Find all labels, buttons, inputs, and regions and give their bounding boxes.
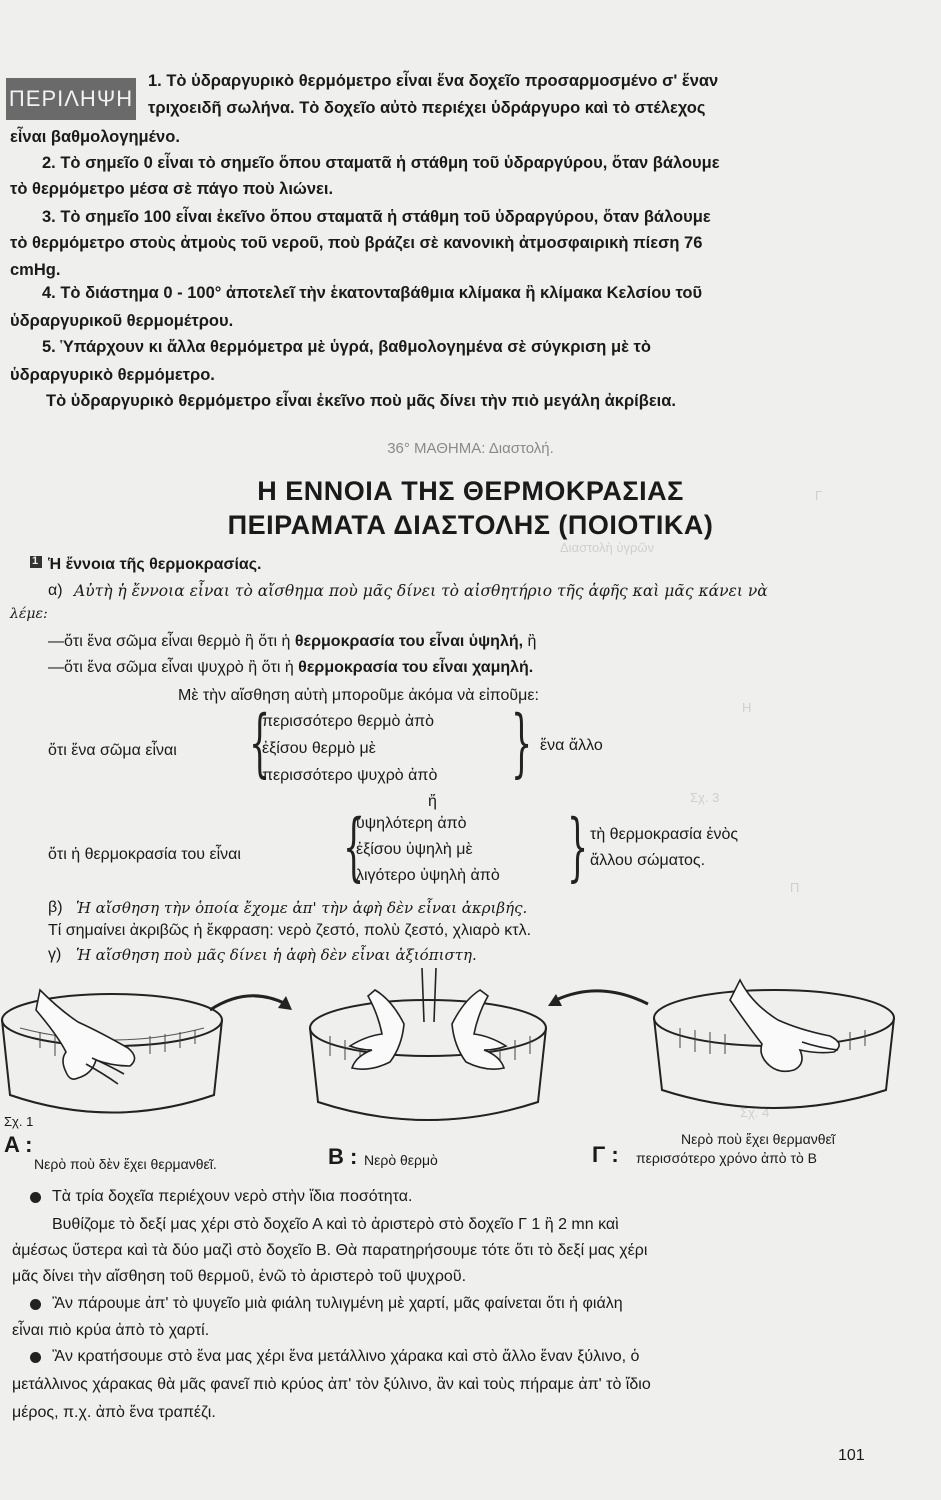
hand-a-icon: [36, 990, 135, 1084]
summary-line-11: 5. Ὑπάρχουν κι ἄλλα θερμόμετρα μὲ ὑγρά, βαθμολογημένα σὲ σύγκριση μὲ τὸ: [42, 338, 651, 356]
bullet-1-line-2: Βυθίζομε τὸ δεξί μας χέρι στὸ δοχεῖο Α καὶ τὸ ἀριστερὸ στὸ δοχεῖο Γ 1 ἢ 2 mn καὶ: [52, 1216, 619, 1233]
dash-line-1-tail: ἢ: [523, 633, 537, 650]
caption-c-text-2: περισσότερο χρόνο ἀπὸ τὸ Β: [636, 1150, 818, 1166]
summary-line-12: ὑδραργυρικὸ θερμόμετρο.: [10, 366, 215, 384]
group2-option-1: ὑψηλότερη ἀπὸ: [356, 815, 467, 832]
ghost-text-6: Γ: [815, 488, 823, 503]
item-b-label: β): [48, 899, 63, 916]
summary-line-5: τὸ θερμόμετρο μέσα σὲ πάγο ποὺ λιώνει.: [10, 180, 334, 198]
group1-left: ὅτι ἕνα σῶμα εἶναι: [48, 742, 177, 759]
section-number: 1: [32, 555, 39, 567]
page-title-2: ΠΕΙΡΑΜΑΤΑ ΔΙΑΣΤΟΛΗΣ (ΠΟΙΟΤΙΚΑ): [227, 510, 714, 540]
page-number: 101: [838, 1447, 865, 1464]
bullet-1-line-3: ἀμέσως ὕστερα καὶ τὰ δύο μαζὶ στὸ δοχεῖο Β. Θὰ παρατηρήσουμε τότε ὅτι τὸ δεξί μας χέρι: [12, 1242, 648, 1259]
bullet-2-line-1: Ἂν πάρουμε ἀπ' τὸ ψυγεῖο μιὰ φιάλη τυλιγμένη μὲ χαρτί, μᾶς φαίνεται ὅτι ἡ φιάλη: [52, 1295, 623, 1312]
hand-c-icon: [730, 980, 839, 1071]
figure-bowls: [0, 970, 941, 1140]
summary-line-1: 1. Τὸ ὑδραργυρικὸ θερμόμετρο εἶναι ἕνα δοχεῖο προσαρμοσμένο σ' ἕναν: [148, 72, 719, 90]
arrow-a-to-b-icon: [210, 996, 286, 1010]
item-a-label: α): [48, 582, 63, 599]
ghost-text-3: Σχ. 4: [740, 1105, 770, 1120]
bullet-3-line-3: μέρος, π.χ. ἀπὸ ἕνα τραπέζι.: [12, 1404, 216, 1421]
dash-line-1-bold: θερμοκρασία του εἶναι ὑψηλή,: [294, 633, 524, 650]
group1-right: ἕνα ἄλλο: [540, 737, 603, 754]
arrow-c-to-b-icon: [556, 991, 648, 1004]
lesson-label: 36° ΜΑΘΗΜΑ: Διαστολή.: [387, 440, 554, 457]
dash-line-2-plain: —ὅτι ἕνα σῶμα εἶναι ψυχρὸ ἢ ὅτι ἡ: [48, 659, 299, 676]
item-c-label: γ): [48, 946, 62, 963]
bullet-2-icon: [30, 1299, 41, 1310]
bullet-3-line-2: μετάλλινος χάρακας θὰ μᾶς φανεῖ πιὸ κρύος ἀπ' τὸν ξύλινο, ἂν καὶ τοὺς πήραμε ἀπ' τὸ ἴδιο: [12, 1376, 651, 1393]
ghost-text-2: Σχ. 3: [690, 790, 720, 805]
bullet-1-line-4: μᾶς δίνει τὴν αἴσθηση τοῦ θερμοῦ, ἐνῶ τὸ ἀριστερὸ τοῦ ψυχροῦ.: [12, 1268, 467, 1285]
summary-line-6: 3. Τὸ σημεῖο 100 εἶναι ἐκεῖνο ὅπου σταματᾶ ἡ στάθμη τοῦ ὑδραργύρου, ὅταν βάλουμε: [42, 208, 711, 226]
summary-line-9: 4. Τὸ διάστημα 0 - 100° ἀποτελεῖ τὴν ἑκατονταβάθμια κλίμακα ἢ κλίμακα Κελσίου τοῦ: [42, 284, 703, 302]
caption-a-text: Νερὸ ποὺ δὲν ἔχει θερμανθεῖ.: [34, 1156, 217, 1172]
item-b-question: Τί σημαίνει ἀκριβῶς ἡ ἔκφραση: νερὸ ζεστό, πολὺ ζεστό, χλιαρὸ κτλ.: [48, 922, 532, 939]
item-c-text: Ἡ αἴσθηση ποὺ μᾶς δίνει ἡ ἁφὴ δὲν εἶναι ἀξιόπιστη.: [76, 946, 477, 964]
group2-right-2: ἄλλου σώματος.: [590, 852, 706, 869]
figure-label: Σχ. 1: [4, 1114, 34, 1129]
item-a-text-2: λέμε:: [10, 606, 48, 622]
bullet-2-line-2: εἶναι πιὸ κρύα ἀπὸ τὸ χαρτί.: [12, 1322, 210, 1339]
caption-c-letter: Γ :: [592, 1142, 619, 1167]
summary-line-2: τριχοειδῆ σωλήνα. Τὸ δοχεῖο αὐτὸ περιέχει ὑδράργυρο καὶ τὸ στέλεχος: [148, 99, 706, 117]
group1-option-2: ἐξίσου θερμὸ μὲ: [262, 740, 376, 757]
dash-line-1-plain: —ὅτι ἕνα σῶμα εἶναι θερμὸ ἢ ὅτι ἡ: [48, 633, 295, 650]
group2-right-brace: }: [566, 804, 589, 890]
summary-line-10: ὑδραργυρικοῦ θερμομέτρου.: [10, 312, 234, 330]
group1-left-brace: {: [248, 700, 271, 786]
summary-line-13: Τὸ ὑδραργυρικὸ θερμόμετρο εἶναι ἐκεῖνο ποὺ μᾶς δίνει τὴν πιὸ μεγάλη ἀκρίβεια.: [46, 392, 676, 410]
caption-b-letter: B :: [328, 1144, 358, 1169]
group2-option-2: ἐξίσου ὑψηλὴ μὲ: [356, 841, 473, 858]
summary-badge: ΠΕΡΙΛΗΨΗ: [6, 78, 136, 120]
group1-option-1: περισσότερο θερμὸ ἀπὸ: [262, 713, 435, 730]
item-b-text: Ἡ αἴσθηση τὴν ὁποία ἔχομε ἀπ' τὴν ἁφὴ δὲν εἶναι ἀκριβής.: [76, 899, 528, 917]
ghost-text-1: Διαστολὴ ὑγρῶν: [560, 540, 655, 555]
summary-line-8: cmHg.: [10, 261, 61, 279]
summary-line-4: 2. Τὸ σημεῖο 0 εἶναι τὸ σημεῖο ὅπου σταματᾶ ἡ στάθμη τοῦ ὑδραργύρου, ὅταν βάλουμε: [42, 154, 720, 172]
group2-left-brace: {: [342, 804, 365, 890]
hands-b-icon: [350, 968, 506, 1069]
bullet-3-icon: [30, 1352, 41, 1363]
dash-line-1: [48, 633, 536, 651]
caption-a-letter: A :: [4, 1132, 33, 1157]
ghost-text-4: Η: [742, 700, 752, 715]
item-a-text: Αὐτὴ ἡ ἔννοια εἶναι τὸ αἴσθημα ποὺ μᾶς δίνει τὸ αἰσθητήριο τῆς ἁφῆς καὶ μᾶς κάνει νὰ: [74, 582, 768, 600]
intro-line: Μὲ τὴν αἴσθηση αὐτὴ μποροῦμε ἀκόμα νὰ εἰποῦμε:: [178, 687, 539, 704]
ghost-text-5: Π: [790, 880, 800, 895]
bullet-1-icon: [30, 1192, 41, 1203]
caption-b-text: Νερὸ θερμὸ: [364, 1152, 438, 1168]
group2-left: ὅτι ἡ θερμοκρασία του εἶναι: [48, 846, 241, 863]
section-heading: Ἡ ἔννοια τῆς θερμοκρασίας.: [48, 556, 262, 573]
summary-line-7: τὸ θερμόμετρο στοὺς ἀτμοὺς τοῦ νεροῦ, ποὺ βράζει σὲ κανονικὴ ἀτμοσφαιρικὴ πίεση 76: [10, 234, 703, 252]
caption-c-text-1: Νερὸ ποὺ ἔχει θερμανθεῖ: [681, 1131, 835, 1147]
page-title-1: Η ΕΝΝΟΙΑ ΤΗΣ ΘΕΡΜΟΚΡΑΣΙΑΣ: [257, 476, 684, 506]
summary-line-3: εἶναι βαθμολογημένο.: [10, 128, 180, 146]
group1-option-3: περισσότερο ψυχρὸ ἀπὸ: [262, 767, 438, 784]
group2-right-1: τὴ θερμοκρασία ἑνὸς: [590, 826, 739, 843]
group1-right-brace: }: [510, 700, 533, 786]
group2-option-3: λιγότερο ὑψηλὴ ἀπὸ: [356, 867, 500, 884]
bullet-1-line-1: Τὰ τρία δοχεῖα περιέχουν νερὸ στὴν ἴδια ποσότητα.: [52, 1188, 413, 1205]
bullet-3-line-1: Ἂν κρατήσουμε στὸ ἕνα μας χέρι ἕνα μετάλλινο χάρακα καὶ στὸ ἄλλο ἕναν ξύλινο, ὁ: [52, 1348, 640, 1365]
dash-line-2: [48, 659, 533, 677]
dash-line-2-bold: θερμοκρασία του εἶναι χαμηλή.: [298, 659, 534, 676]
or-word: ἤ: [428, 793, 437, 810]
bowl-b: [310, 1000, 546, 1120]
